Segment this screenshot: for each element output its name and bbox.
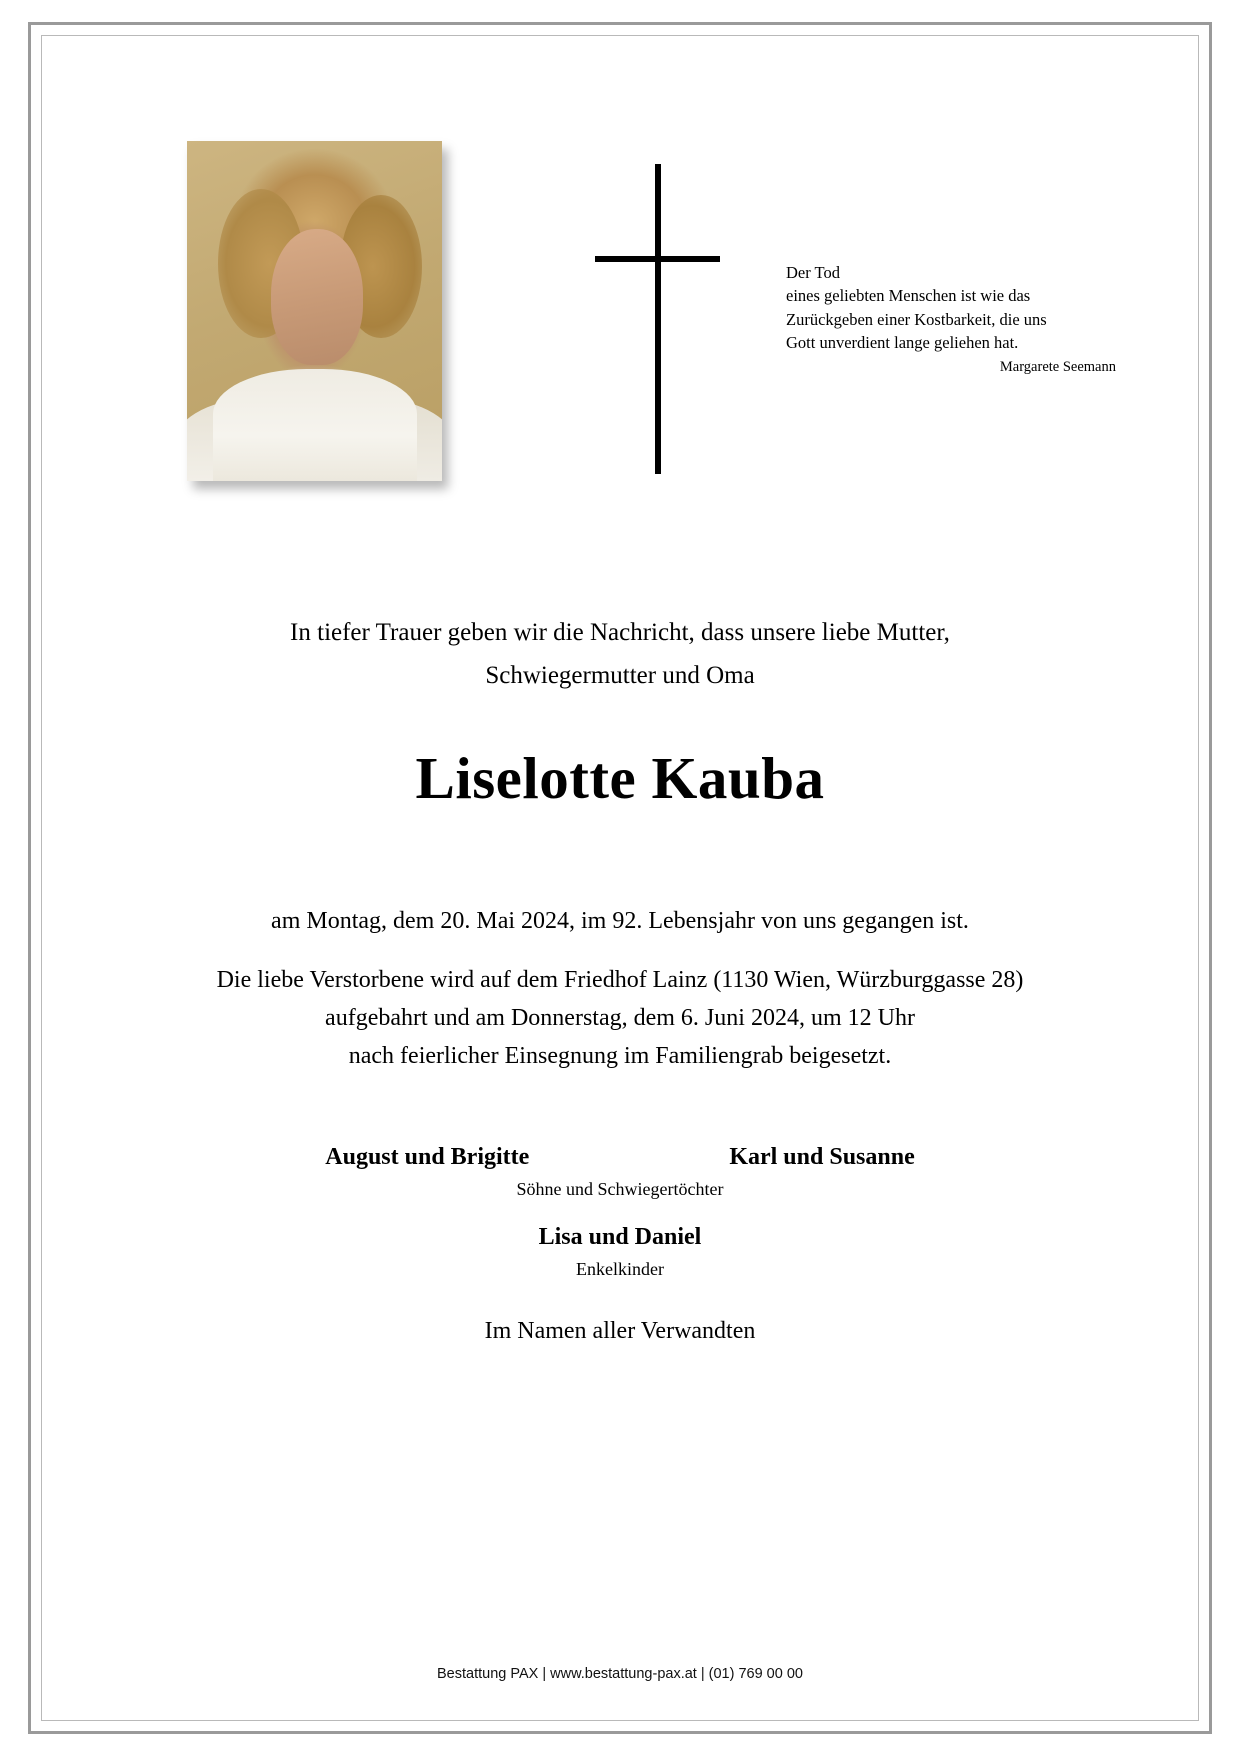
- death-date-line: am Montag, dem 20. Mai 2024, im 92. Lebensjahr von uns gegangen ist.: [271, 908, 969, 934]
- page-outer-border: [28, 22, 1212, 1734]
- quote-line-2: eines geliebten Menschen ist wie das: [786, 286, 1031, 306]
- quote-line-3: Zurückgeben einer Kostbarkeit, die uns: [786, 309, 1047, 329]
- cross-horizontal-bar: [595, 256, 720, 262]
- funeral-details: [42, 962, 1198, 1076]
- portrait-face: [271, 229, 363, 365]
- family-grandchildren-caption: Enkelkinder: [576, 1259, 664, 1279]
- portrait-image: [187, 141, 442, 481]
- cross-vertical-bar: [655, 164, 661, 474]
- family-closing-line: Im Namen aller Verwandten: [484, 1318, 756, 1344]
- family-grandchildren: Lisa und Daniel: [538, 1224, 702, 1250]
- family-sons-left: August und Brigitte: [325, 1144, 530, 1170]
- page-inner-border: [41, 35, 1199, 1721]
- announcement-intro: [42, 611, 1198, 697]
- portrait-collar: [213, 369, 417, 481]
- portrait-photo: [187, 141, 442, 481]
- funeral-line-2: aufgebahrt und am Donnerstag, dem 6. Juni 2024, um 12 Uhr: [325, 1004, 915, 1031]
- funeral-line-1: Die liebe Verstorbene wird auf dem Friedhof Lainz (1130 Wien, Würzburggasse 28): [216, 967, 1024, 993]
- cross-icon: [587, 164, 727, 474]
- quote-line-1: Der Tod: [786, 263, 840, 282]
- funeral-line-3: nach feierlicher Einsegnung im Familiengrab beigesetzt.: [348, 1042, 892, 1069]
- quote-line-4: Gott unverdient lange geliehen hat.: [786, 333, 1019, 353]
- family-sons-caption: Söhne und Schwiegertöchter: [516, 1179, 724, 1199]
- intro-line-1: In tiefer Trauer geben wir die Nachricht, dass unsere liebe Mutter,: [290, 619, 950, 646]
- footer-contact: Bestattung PAX | www.bestattung-pax.at | (01) 769 00 00: [437, 1666, 803, 1682]
- family-section: [42, 1144, 1198, 1345]
- page-content: [42, 36, 1198, 1720]
- family-sons-right: Karl und Susanne: [729, 1144, 915, 1170]
- memorial-quote: [786, 261, 1116, 377]
- intro-line-2: Schwiegermutter und Oma: [485, 662, 755, 689]
- deceased-name: Liselotte Kauba: [415, 745, 825, 811]
- family-sons-row: [42, 1144, 1198, 1171]
- quote-author: Margarete Seemann: [999, 358, 1116, 375]
